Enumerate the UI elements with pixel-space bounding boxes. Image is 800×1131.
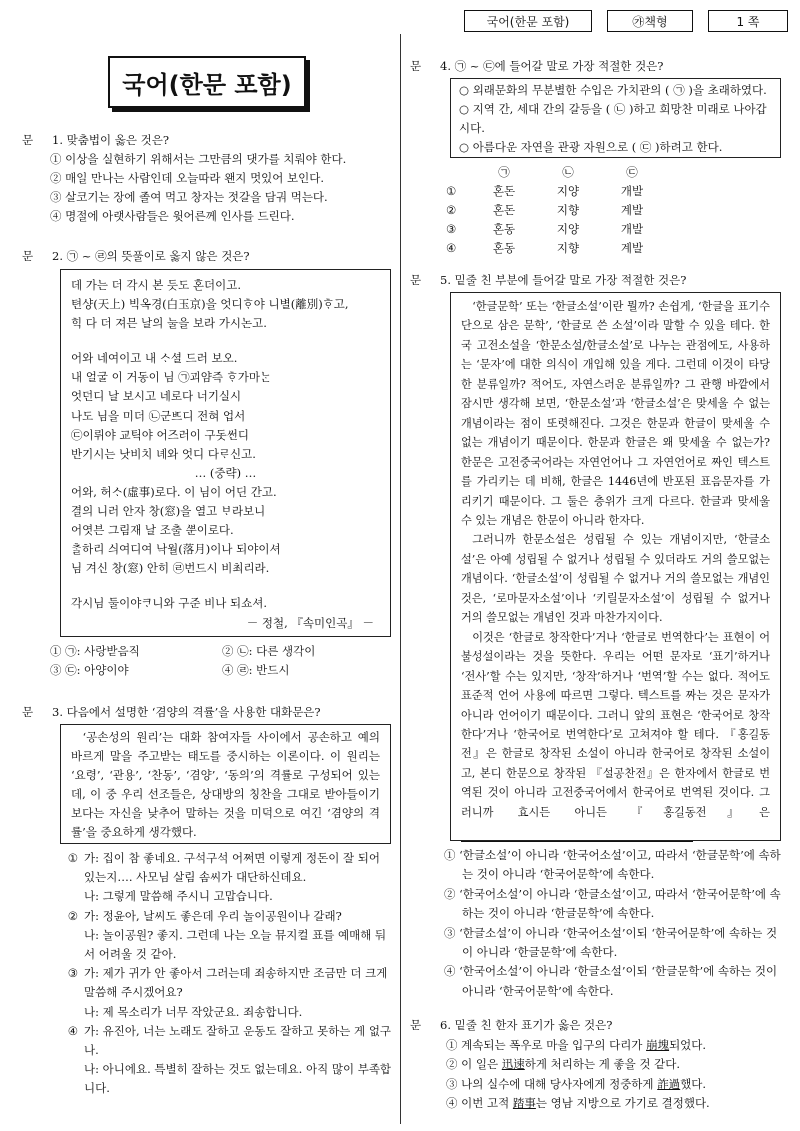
question-2: [22, 247, 392, 266]
principle-box: [60, 724, 391, 844]
answer-table: [446, 162, 662, 257]
passage-paragraph-3: 이것은 ‘한글로 창작한다’거나 ‘한글로 번역한다’는 표현이 어불성설이라는 것을 뜻한다. 우리는 어떤 문자로 ‘표기’하거나 ‘전사’할 수는 있지만, ‘창작’하거나 ‘번역’할 수는 없다. 적어도 표준적 언어 사용에 따르면 그렇다. 텍스트를 짜는 것은 문자가 아니라 언어이기 때문이다. 그러니 앞의 표현은 ‘한국어로 창작한다’거나 ‘한국어로 번역한다’로 고쳐져야 할 테다. 『홍길동전』은 한글로 창작된 소설이 아니라 한국어로 창작된 소설이고, 본디 한문으로 창작된 『설공찬전』은 한자에서 한글로 번역된 것이 아니라 고전중국어에서 한국어로 번역된 것이다. 그러니까 효시든 아니든 『홍길동전』은: [461, 628, 770, 842]
column-divider: [400, 34, 401, 1124]
exam-title: 국어(한문 포함): [108, 56, 306, 108]
poem-line: 나도 님을 미더 ㉡군ᄠᅳ디 전혀 업서: [71, 408, 246, 423]
sentence-1: ○ 외래문화의 무분별한 수입은 가치관의 ( ㉠ )을 초래하였다.: [459, 83, 767, 97]
question-6: [410, 1016, 790, 1114]
question-2-head: 문 2. ㉠ ~ ㉣의 뜻풀이로 옳지 않은 것은?: [22, 249, 250, 263]
hanja-underlined: 迅速: [501, 1057, 525, 1071]
option-3: ③ 나의 실수에 대해 당사자에게 정중하게 詐過했다.: [446, 1076, 707, 1091]
subject-box: 국어(한문 포함): [464, 10, 592, 32]
question-6-text: 밑줄 친 한자 표기가 옳은 것은?: [454, 1018, 613, 1032]
option-3: ③ ㉢: 아양이야: [50, 663, 129, 677]
poem-line: ㉢이뤼야 교틱야 어즈러이 구돗썬디: [71, 427, 249, 442]
option-2: ② 가: 정윤아, 날씨도 좋은데 우리 놀이공원이나 갈래?: [67, 908, 342, 923]
passage-paragraph-1: ‘한글문학’ 또는 ‘한글소설’이란 뭘까? 손쉽게, ‘한글을 표기수단으로 삼은 문학’, ‘한글로 쓴 소설’이라 말할 수 있을 테다. 한국 고전소설을 ‘한문소설/한글소설’로 나누는 관점에도, 사용하는 ‘문자’에 대한 의식이 개입해 있을 게다. 그런데 이것이 타당한 분류일까? 적어도, 자연스러운 분류일까? 그 관행 바깥에서 잠시만 생각해 보면, ‘한문소설’과 ‘한글소설’은 맞세울 수 없는 개념이라는 점이 또렷해진다. 그것은 한문과 한글이 맞세울 수 없는 개념이기 때문이다. 한문과 한글은 왜 맞세울 수 없는가? 한문은 고전중국어라는 자연언어나 그 자연언어로 짜인 텍스트를 가리키는 데 비해, 한글은 1446년에 반포된 표음문자를 가리키기 때문이다. 그 둘은 층위가 크게 다르다. 한글과 맞세울 수 있는 개념은 한문이 아니라 한자다.: [461, 300, 770, 527]
passage-box: [450, 292, 781, 841]
poem-line: 어와 네여이고 내 ᄉᆞ셜 드러 보오.: [71, 351, 238, 366]
poem-line: 힉 다 더 져믄 날의 눌을 보라 가시논고.: [71, 316, 267, 331]
hanja-underlined: 崩塊: [646, 1037, 670, 1052]
poem-line: 데 가는 더 각시 본 듯도 혼더이고.: [71, 278, 242, 292]
question-2-text: ㉠ ~ ㉣의 뜻풀이로 옳지 않은 것은?: [66, 249, 250, 263]
option-4: ④ 이번 고적 踏事는 영남 지방으로 가기로 결정했다.: [446, 1096, 710, 1110]
question-5-text: 밑줄 친 부분에 들어갈 말로 가장 적절한 것은?: [454, 273, 687, 287]
question-3-head: 문 3. 다음에서 설명한 ‘겸양의 격률’을 사용한 대화문은?: [22, 705, 321, 719]
question-4-text: ㉠ ~ ㉢에 들어갈 말로 가장 적절한 것은?: [454, 59, 664, 73]
poem-line: 어와, 허ᄉᆞ(虛事)로다. 이 님이 어딘 간고.: [71, 484, 277, 499]
poem-line: 결의 니러 안자 창(窓)을 열고 ᄇᆞ라보니: [71, 504, 266, 519]
option-2: ② ㉡: 다른 생각이: [222, 644, 316, 658]
option-4: ④ 가: 유진아, 너는 노래도 잘하고 운동도 잘하고 못하는 게 없구나.: [67, 1023, 392, 1058]
omission-mark: … (중략) …: [194, 465, 257, 480]
option-3: ③ 살코기는 장에 졸여 먹고 창자는 젓갈을 담궈 먹는다.: [50, 190, 328, 204]
passage-paragraph-2: 그러니까 한문소설은 성립될 수 있는 개념이지만, ‘한글소설’은 아예 성립될 수 없거나 성립될 수 있더라도 거의 쓸모없는 개념이다. ‘한글소설’이 성립될 수 없거나 거의 쓸모없는 개념인 것은, ‘로마문자소설’이나 ‘키릴문자소설’이 성립될 수 없거나 거의 쓸모없는 개념인 것과 마찬가지이다.: [461, 533, 770, 625]
question-3-text: 다음에서 설명한 ‘겸양의 격률’을 사용한 대화문은?: [66, 705, 321, 719]
poem-line: 내 얼굴 이 거동이 님 ㉠괴얌즉 ᄒᆞ가마ᄂᆞᆫ: [71, 370, 272, 385]
hanja-underlined: 詐過: [657, 1076, 681, 1091]
question-4: [410, 57, 790, 76]
booklet-type-box: ㉮책형: [607, 10, 693, 32]
table-header: ㉠ ㉡ ㉢: [498, 164, 638, 179]
answer-blank: [461, 829, 693, 842]
option-4: ④ ㉣: 반드시: [222, 663, 290, 677]
option-1: ① ‘한글소설’이 아니라 ‘한국어소설’이고, 따라서 ‘한글문학’에 속하는 것이 아니라 ‘한국어문학’에 속한다.: [444, 848, 781, 882]
option-2: ② 이 일은 迅速하게 처리하는 게 좋을 것 같다.: [446, 1057, 681, 1071]
option-1: ① 이상을 실현하기 위해서는 그만큼의 댓가를 치뤄야 한다.: [50, 152, 347, 166]
question-4-head: 문 4. ㉠ ~ ㉢에 들어갈 말로 가장 적절한 것은?: [410, 59, 664, 73]
sentence-2: ○ 지역 간, 세대 간의 갈등을 ( ㉡ )하고 희망찬 미래로 나아갑시다.: [459, 102, 767, 135]
poem-line: 어엿븐 그림재 날 조출 ᄲᅮᆫ이로다.: [71, 523, 234, 538]
hanja-underlined: 踏事: [512, 1096, 536, 1110]
option-3: ③ 가: 제가 귀가 안 좋아서 그러는데 죄송하지만 조금만 더 크게 말씀해 주시겠어요?: [67, 966, 388, 1000]
page-number-box: 1 쪽: [708, 10, 788, 32]
question-1-head: 문 1. 맞춤법이 옳은 것은?: [22, 133, 169, 147]
table-row: ② 혼돈 지향 계발: [446, 202, 644, 217]
option-2: ② 매일 만나는 사람인데 오늘따라 왠지 멋있어 보인다.: [50, 171, 325, 185]
question-5-options: [444, 846, 784, 1001]
option-1: ① 계속되는 폭우로 마을 입구의 다리가 崩塊되었다.: [446, 1037, 707, 1052]
question-6-head: 문 6. 밑줄 친 한자 표기가 옳은 것은?: [410, 1018, 613, 1032]
sentences-box: [450, 78, 781, 158]
question-5-head: 문 5. 밑줄 친 부분에 들어갈 말로 가장 적절한 것은?: [410, 273, 687, 287]
principle-text: ‘공손성의 원리’는 대화 참여자들 사이에서 공손하고 예의 바르게 말을 주고받는 태도를 중시하는 이론이다. 이 원리는 ‘요령’, ‘관용’, ‘찬동’, ‘겸양’, ‘동의’의 격률로 구성되어 있는데, 이 중 우리 선조들은, 상대방의 칭찬을 그대로 받아들이기보다는 자신을 낮추어 말하는 것을 미덕으로 여긴 ‘겸양의 격률’을 중요하게 생각했다.: [71, 730, 380, 839]
question-2-options: [50, 642, 395, 680]
poem-source: － 정철, 『속미인곡』 －: [246, 615, 374, 630]
poem-line: 엇던디 날 보시고 네로다 너기실시: [71, 389, 242, 404]
question-3: [22, 703, 392, 722]
option-1: ① 가: 집이 참 좋네요. 구석구석 어쩌면 이렇게 정돈이 잘 되어 있는지…. 사모님 살림 솜씨가 대단하신데요.: [67, 851, 380, 885]
option-1: ① ㉠: 사랑받음직: [50, 644, 140, 658]
question-3-options: ① 가: 집이 참 좋네요. 구석구석 어쩌면 이렇게 정돈이 잘 되어 있는지…. 사모님 살림 솜씨가 대단하신데요. 나: 그렇게 말씀해 주시니 고맙습니다. ② 가: 정윤아, 날씨도 좋은데 우리 놀이공원이나 갈래? 나: 놀이공원? 좋지. 그런데 나는 오늘 뮤지컬 표를 예매해 둬서 어려울 것 같아. ③ 가: 제가 귀가 안 좋아서 그러는데 죄송하지만 조금만 더 크게 말씀해 주시겠어요? 나: 제 목소리가 너무 작았군요. 죄송합니다. ④ 가: 유진아, 너는 노래도 잘하고 운동도 잘하고 못하는 게 없구나. 나: 아니에요. 특별히 잘하는 것도 없는데요. 아직 많이 부족합니다.: [50, 849, 394, 1099]
sentence-3: ○ 아름다운 자연을 관광 자원으로 ( ㉢ )하려고 한다.: [459, 140, 723, 154]
poem-line: 님 겨신 창(窓) 안히 ㉣번드시 비최리라.: [71, 561, 270, 576]
option-4: ④ 명절에 아랫사람들은 윗어른께 인사를 드린다.: [50, 209, 295, 223]
question-5: [410, 271, 790, 290]
table-row: ① 혼돈 지양 개발: [446, 183, 644, 198]
question-1-text: 맞춤법이 옳은 것은?: [66, 133, 169, 147]
question-1: [22, 131, 392, 226]
option-2: ② ‘한국어소설’이 아니라 ‘한글소설’이고, 따라서 ‘한국어문학’에 속하는 것이 아니라 ‘한글문학’에 속한다.: [444, 886, 781, 921]
poem-line: 반기시는 낫비치 녜와 엇디 다ᄅᆞ신고.: [71, 446, 256, 461]
poem-box: [60, 269, 391, 637]
poem-line: 각시님 둘이야ᄏᆞ니와 구준 비나 되쇼셔.: [71, 596, 268, 611]
poem-line: 텬샹(天上) 빅옥경(白玉京)을 엇디ᄒᆞ야 니별(離別)ᄒᆞ고,: [71, 297, 349, 312]
option-4: ④ ‘한국어소설’이 아니라 ‘한글소설’이되 ‘한글문학’에 속하는 것이 아니라 ‘한국어문학’에 속한다.: [444, 964, 778, 998]
table-row: ④ 혼동 지향 계발: [446, 240, 644, 255]
option-3: ③ ‘한글소설’이 아니라 ‘한국어소설’이되 ‘한국어문학’에 속하는 것이 아니라 ‘한글문학’에 속한다.: [444, 925, 778, 960]
poem-line: ᄎᆞᆯ하리 싀여디여 낙월(落月)이나 되야이셔: [71, 542, 281, 557]
table-row: ③ 혼동 지양 개발: [446, 221, 644, 236]
